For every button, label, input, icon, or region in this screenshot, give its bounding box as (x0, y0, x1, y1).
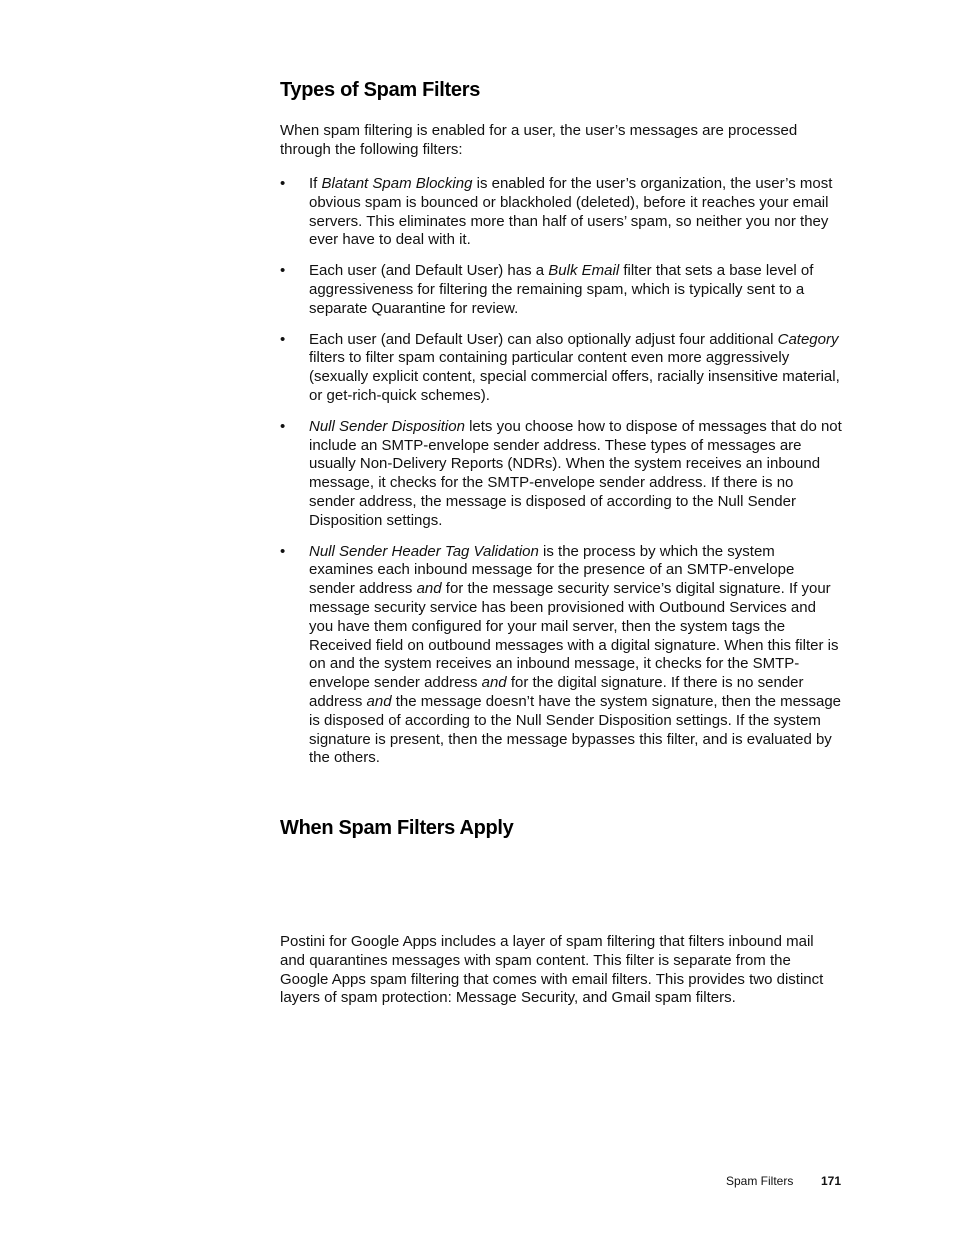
bullet-icon: • (280, 542, 286, 560)
list-item (280, 543, 842, 769)
list-item (280, 331, 842, 406)
list-item-text: Each user (and Default User) can also optionally adjust four additional Category filters to filter spam containing particular content even more aggressively (sexually explicit content, special commercial offers, racially insensitive material, or get-rich-quick schemes). (309, 330, 840, 404)
postini-paragraph: Postini for Google Apps includes a layer of spam filtering that filters inbound mail and quarantines messages with spam content. This filter is separate from the Google Apps spam filtering that comes with email filters. This provides two distinct layers of spam protection: Message Security, and Gmail spam filters. (280, 933, 824, 1007)
intro-paragraph: When spam filtering is enabled for a user, the user’s messages are processed through the following filters: (280, 122, 798, 158)
bullet-icon: • (280, 330, 286, 348)
list-item (280, 262, 842, 318)
list-item-text: Each user (and Default User) has a Bulk Email filter that sets a base level of aggressiveness for filtering the remaining spam, which is typically sent to a separate Quarantine for review. (309, 262, 814, 317)
section-heading-types: Types of Spam Filters (280, 79, 481, 101)
bullet-icon: • (280, 417, 286, 435)
page-number: 171 (821, 1174, 842, 1188)
list-item (280, 175, 842, 250)
list-item-text: Null Sender Disposition lets you choose how to dispose of messages that do not include an SMTP-envelope sender address. These types of messages are usually Non-Delivery Reports (NDRs). When the system receives an inbound message, it checks for the SMTP-envelope sender address. If there is no sender address, the message is disposed of according to the Null Sender Disposition settings. (309, 417, 842, 529)
list-item-text: Null Sender Header Tag Validation is the process by which the system examines each inbound message for the presence of an SMTP-envelope sender address and for the message security service’s digital signature. If your message security service has been provisioned with Outbound Services and you have them configured for your mail server, then the system tags the Received field on outbound messages with a digital signature. When this filter is on and the system receives an inbound message, it checks for the SMTP-envelope sender address and for the digital signature. If there is no sender address and the message doesn’t have the system signature, then the message is disposed of according to the Null Sender Disposition settings. If the system signature is present, then the message bypasses this filter, and is evaluated by the others. (309, 542, 842, 767)
list-item-text: If Blatant Spam Blocking is enabled for the user’s organization, the user’s most obvious spam is bounced or blackholed (deleted), before it reaches your email servers. This eliminates more than half of users’ spam, so neither you nor they ever have to deal with it. (309, 175, 833, 249)
bullet-icon: • (280, 175, 286, 192)
footer-section-name: Spam Filters (726, 1174, 794, 1188)
list-item (280, 418, 842, 531)
filter-list (280, 175, 842, 780)
bullet-icon: • (280, 262, 286, 280)
section-heading-when: When Spam Filters Apply (280, 817, 514, 839)
